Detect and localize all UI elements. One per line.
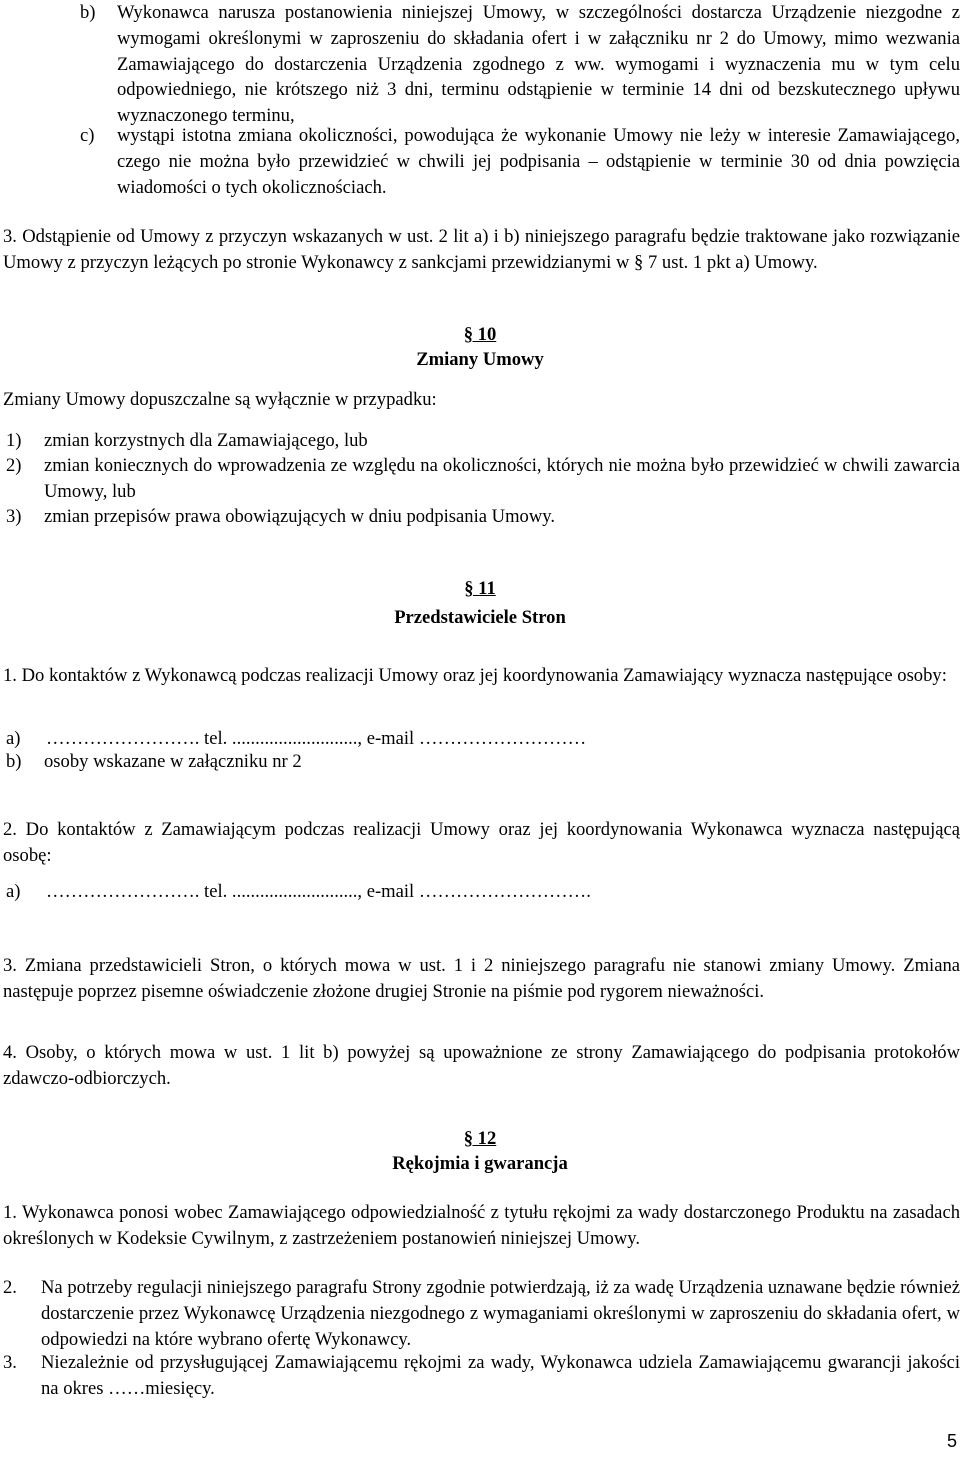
list-text: Na potrzeby regulacji niniejszego paragrafu Strony zgodnie potwierdzają, iż za wadę Urządzenia uznawane będzie również dostarczenie przez Wykonawcę Urządzenia niezgodnego z wymaganiami określonymi w zaproszeniu do składania ofert, w odpowiedzi na które wybrano ofertę Wykonawcy.	[41, 1277, 960, 1350]
section-title-12: Rękojmia i gwarancja	[392, 1153, 568, 1174]
list-text: zmian przepisów prawa obowiązujących w dniu podpisania Umowy.	[44, 506, 556, 527]
list-marker: b)	[80, 2, 96, 23]
s10-item-2	[6, 453, 960, 505]
s11-contact-2a	[6, 879, 960, 905]
section-number-11: § 11	[464, 578, 496, 599]
s12-paragraph-1: 1. Wykonawca ponosi wobec Zamawiającego odpowiedzialność z tytułu rękojmi za wady dostarczonego Produktu na zasadach określonych w Kodeksie Cywilnym, z zastrzeżeniem postanowień niniejszej Umowy.	[3, 1202, 960, 1249]
list-marker: 2.	[3, 1277, 17, 1298]
section-10-intro: Zmiany Umowy dopuszczalne są wyłącznie w przypadku:	[3, 389, 437, 410]
page-number: 5	[946, 1431, 957, 1451]
list-text: Niezależnie od przysługującej Zamawiającemu rękojmi za wady, Wykonawca udziela Zamawiającemu gwarancji jakości na okres ……miesięcy.	[41, 1352, 960, 1399]
list-marker: 3)	[6, 506, 22, 527]
list-marker: 2)	[6, 455, 22, 476]
list-item-b	[80, 0, 960, 129]
section-title-11: Przedstawiciele Stron	[394, 607, 566, 628]
contact-line: ……………………. tel. ..........................., e-mail ……………………….	[46, 881, 591, 902]
contact-line: osoby wskazane w załączniku nr 2	[44, 751, 302, 772]
list-marker: 3.	[3, 1352, 17, 1373]
section-number-12: § 12	[463, 1128, 497, 1149]
s11-paragraph-1: 1. Do kontaktów z Wykonawcą podczas realizacji Umowy oraz jej koordynowania Zamawiający wyznacza następujące osoby:	[3, 665, 947, 686]
list-text: zmian korzystnych dla Zamawiającego, lub	[44, 430, 368, 451]
s12-item-3	[3, 1350, 960, 1402]
list-marker: 1)	[6, 430, 22, 451]
list-text: zmian koniecznych do wprowadzenia ze względu na okoliczności, których nie można było przewidzieć w chwili zawarcia Umowy, lub	[44, 455, 960, 502]
s11-paragraph-4: 4. Osoby, o których mowa w ust. 1 lit b) powyżej są upoważnione ze strony Zamawiającego do podpisania protokołów zdawczo-odbiorczych.	[3, 1042, 960, 1089]
s10-item-1	[6, 428, 960, 454]
list-item-c	[80, 123, 960, 200]
contact-line: ……………………. tel. ..........................., e-mail ………………………	[46, 728, 587, 749]
list-text: Wykonawca narusza postanowienia niniejszej Umowy, w szczególności dostarcza Urządzenie niezgodne z wymogami określonymi w zaproszeniu do składania ofert i w załączniku nr 2 do Umowy, mimo wezwania Zamawiającego do dostarczenia Urządzenia zgodnego z ww. wymogami i wyznaczenia mu w tym celu odpowiedniego, nie krótszego niż 3 dni, terminu odstąpienie w terminie 14 dni od bezskutecznego upływu wyznaczonego terminu,	[117, 2, 960, 127]
s11-contact-a	[6, 726, 960, 752]
list-marker: b)	[6, 751, 22, 772]
list-marker: c)	[80, 125, 95, 146]
list-text: wystąpi istotna zmiana okoliczności, powodująca że wykonanie Umowy nie leży w interesie Zamawiającego, czego nie można było przewidzieć w chwili jej podpisania – odstąpienie w terminie 30 od dnia powzięcia wiadomości o tych okolicznościach.	[117, 125, 960, 198]
list-marker: a)	[6, 728, 21, 749]
paragraph-3: 3. Odstąpienie od Umowy z przyczyn wskazanych w ust. 2 lit a) i b) niniejszego paragrafu będzie traktowane jako rozwiązanie Umowy z przyczyn leżących po stronie Wykonawcy z sankcjami przewidzianymi w § 7 ust. 1 pkt a) Umowy.	[3, 226, 960, 273]
section-number-10: § 10	[463, 324, 497, 345]
s11-contact-b	[6, 749, 960, 775]
s11-paragraph-2: 2. Do kontaktów z Zamawiającym podczas realizacji Umowy oraz jej koordynowania Wykonawca wyznacza następującą osobę:	[3, 819, 960, 866]
list-marker: a)	[6, 881, 21, 902]
s11-paragraph-3: 3. Zmiana przedstawicieli Stron, o których mowa w ust. 1 i 2 niniejszego paragrafu nie stanowi zmiany Umowy. Zmiana następuje poprzez pisemne oświadczenie złożone drugiej Stronie na piśmie pod rygorem nieważności.	[3, 955, 960, 1002]
s12-item-2	[3, 1275, 960, 1352]
section-title-10: Zmiany Umowy	[416, 349, 544, 370]
s10-item-3	[6, 504, 960, 530]
